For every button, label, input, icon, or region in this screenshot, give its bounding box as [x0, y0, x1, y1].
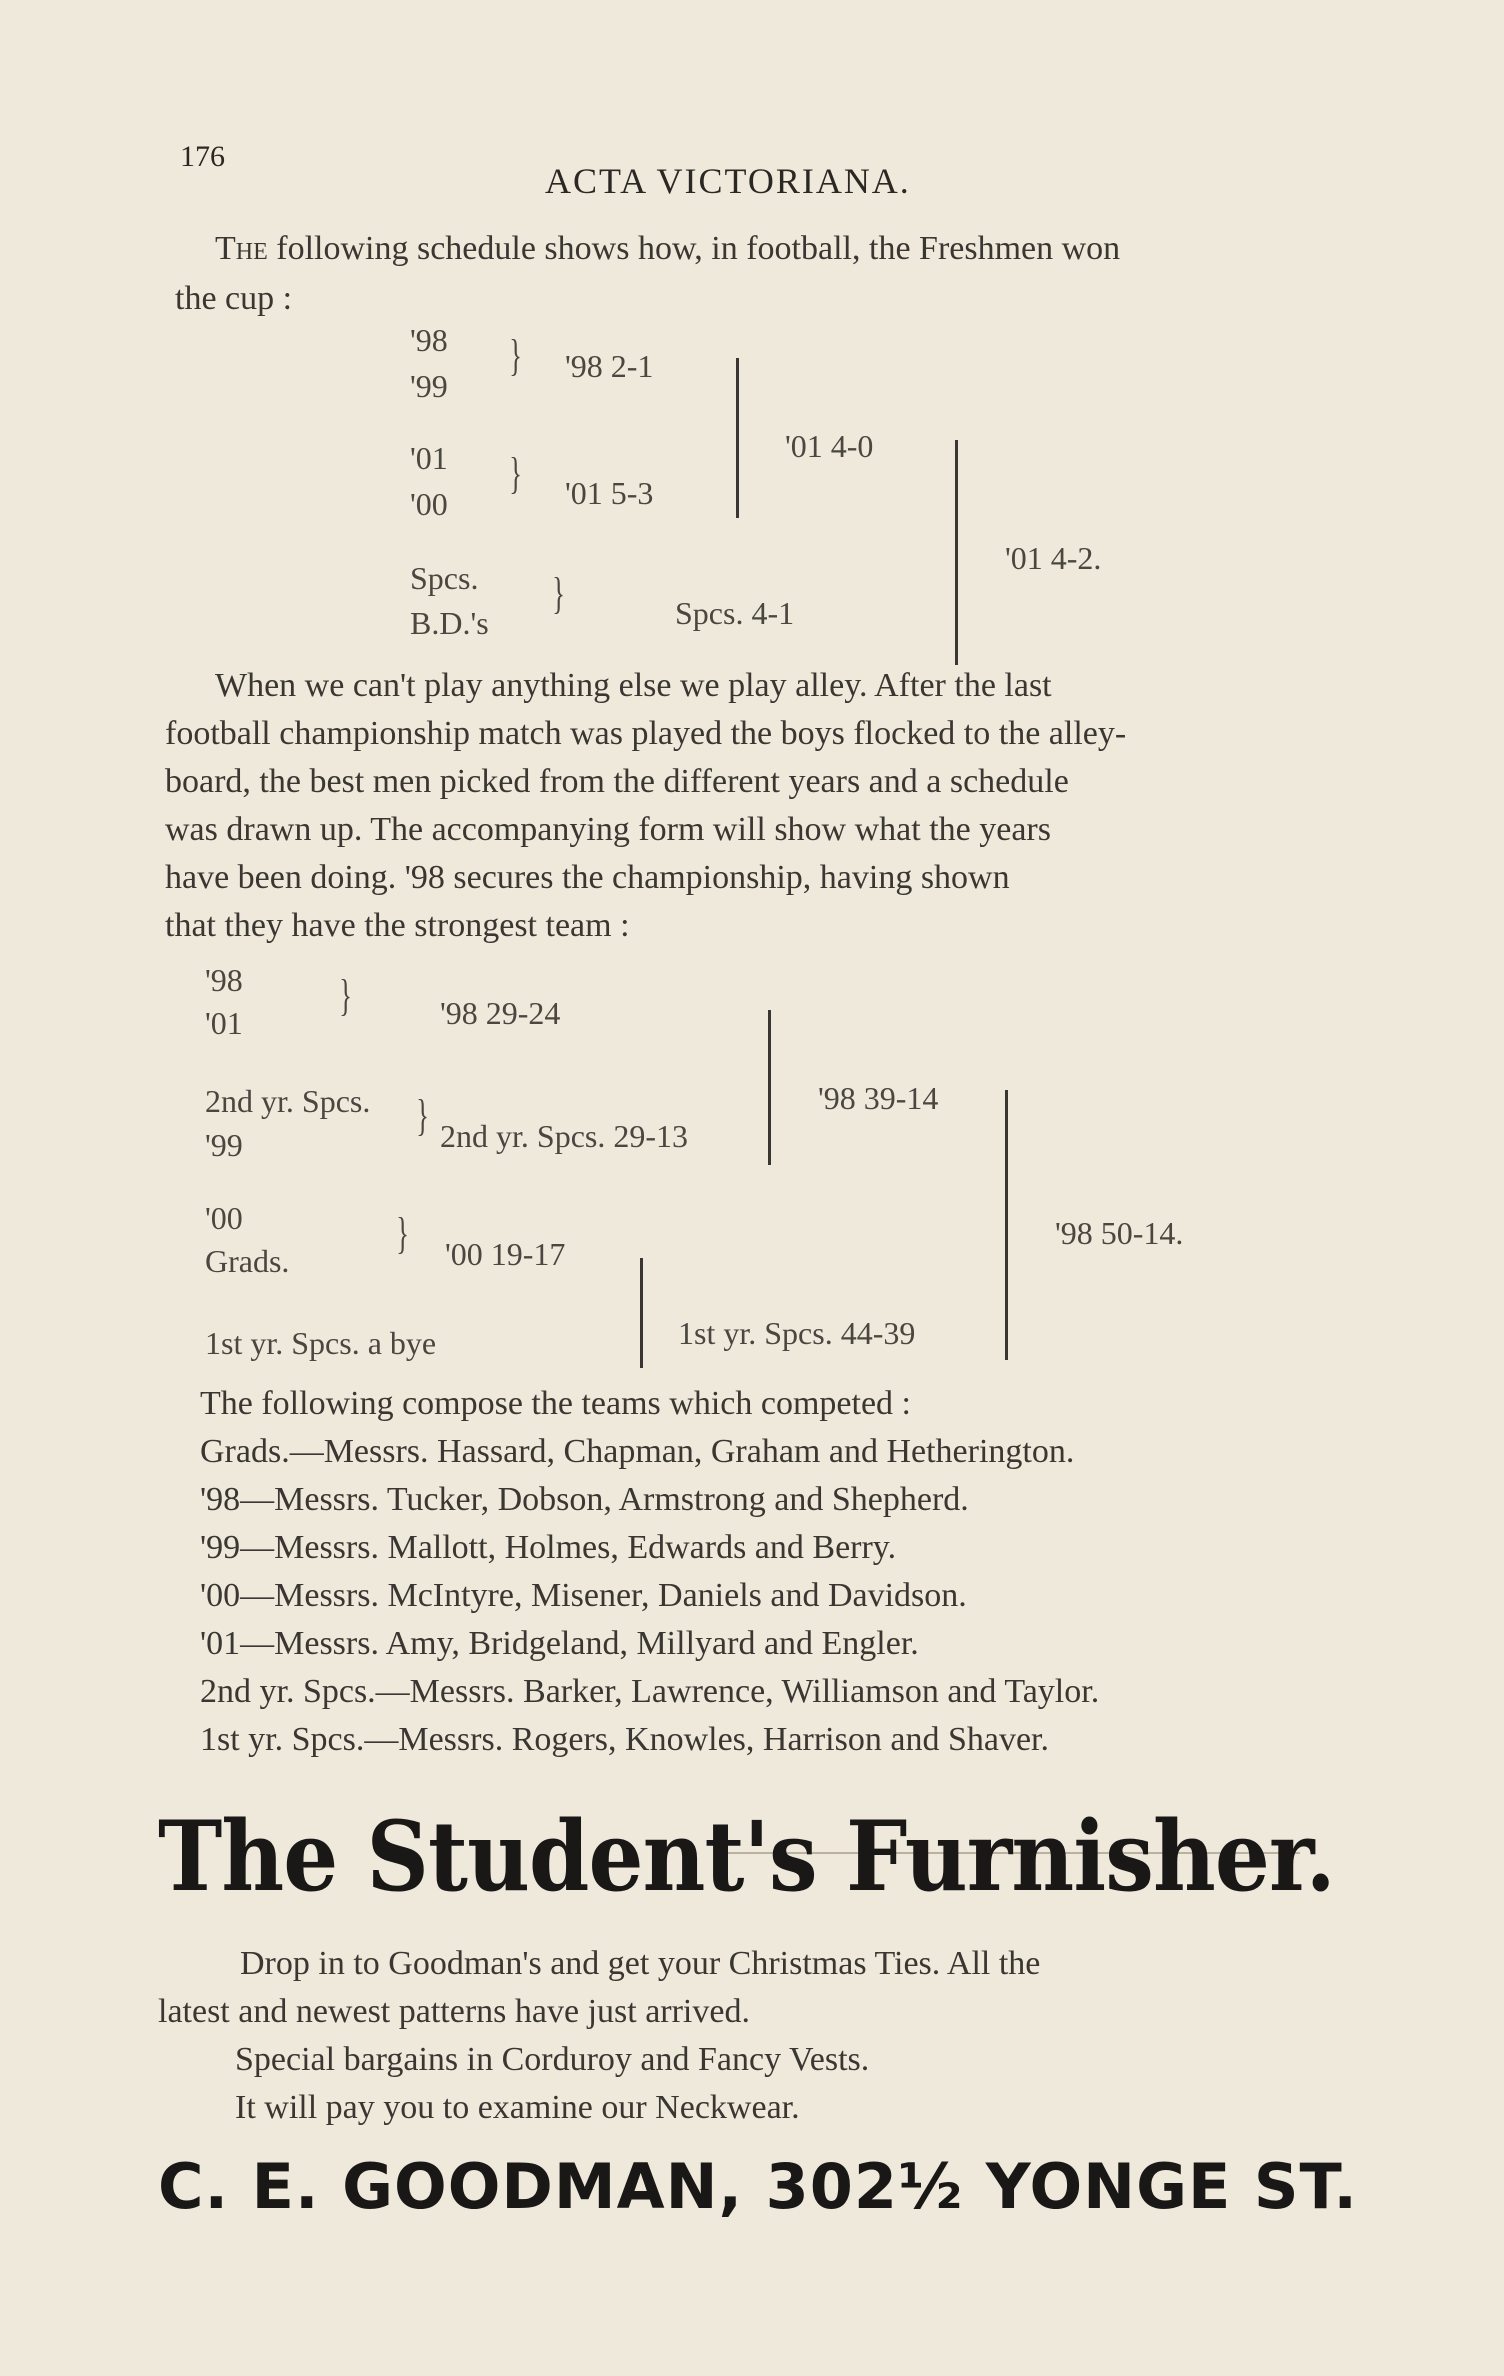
team: '01	[410, 440, 448, 476]
match-result: '98 29-24	[440, 995, 561, 1031]
team-line: 1st yr. Spcs.—Messrs. Rogers, Knowles, Harrison and Shaver.	[200, 1721, 1049, 1758]
ad-title: The Student's Furnisher.	[158, 1800, 1335, 1913]
running-title: ACTA VICTORIANA.	[545, 161, 911, 201]
team: '99	[205, 1127, 243, 1163]
brace-icon: }	[509, 449, 522, 498]
paragraph-line: When we can't play anything else we play alley. After the last	[215, 667, 1052, 704]
ad-line: Drop in to Goodman's and get your Christmas Ties. All the	[240, 1945, 1041, 1982]
bracket-line	[640, 1258, 643, 1368]
team: '00	[205, 1200, 243, 1236]
brace-icon: }	[509, 331, 522, 380]
brace-icon: }	[416, 1091, 429, 1140]
match-result: '98 39-14	[818, 1080, 939, 1116]
ad-line: latest and newest patterns have just arrived.	[158, 1993, 750, 2030]
bracket-line	[1005, 1090, 1008, 1360]
match-result: '01 4-0	[785, 428, 874, 464]
intro-text: following schedule shows how, in football, the Freshmen won	[276, 230, 1121, 267]
ad-footer: C. E. GOODMAN, 302½ YONGE ST.	[158, 2150, 1358, 2223]
brace-icon: }	[396, 1209, 409, 1258]
teams-intro: The following compose the teams which competed :	[200, 1385, 911, 1422]
team-line: '99—Messrs. Mallott, Holmes, Edwards and Berry.	[200, 1529, 897, 1566]
intro-first-word: The	[215, 230, 268, 267]
ad-line: Special bargains in Corduroy and Fancy Vests.	[235, 2041, 870, 2078]
brace-icon: }	[339, 971, 352, 1020]
team: Spcs.	[410, 560, 479, 596]
team: 1st yr. Spcs. a bye	[205, 1325, 437, 1361]
team-line: Grads.—Messrs. Hassard, Chapman, Graham and Hetherington.	[200, 1433, 1075, 1470]
paragraph-line: board, the best men picked from the different years and a schedule	[165, 763, 1069, 800]
final-result: '01 4-2.	[1005, 540, 1102, 576]
match-result: '98 2-1	[565, 348, 654, 384]
match-result: 1st yr. Spcs. 44-39	[678, 1315, 916, 1351]
bracket-line	[955, 440, 958, 665]
teams-section	[200, 1380, 1350, 1764]
football-intro-line2: the cup :	[175, 280, 293, 317]
team: '98	[205, 962, 243, 998]
team-line: '01—Messrs. Amy, Bridgeland, Millyard and Engler.	[200, 1625, 919, 1662]
paragraph-line: have been doing. '98 secures the championship, having shown	[165, 859, 1010, 896]
team-line: '00—Messrs. McIntyre, Misener, Daniels and Davidson.	[200, 1577, 967, 1614]
team: B.D.'s	[410, 605, 489, 641]
team-line: '98—Messrs. Tucker, Dobson, Armstrong and Shepherd.	[200, 1481, 969, 1518]
final-result: '98 50-14.	[1055, 1215, 1184, 1251]
ad-line: It will pay you to examine our Neckwear.	[235, 2089, 800, 2126]
football-intro	[215, 225, 1120, 273]
match-result: Spcs. 4-1	[675, 595, 795, 631]
paragraph-line: was drawn up. The accompanying form will show what the years	[165, 811, 1051, 848]
page-number: 176	[180, 140, 225, 173]
bracket-line	[768, 1010, 771, 1165]
match-result: '01 5-3	[565, 475, 654, 511]
brace-icon: }	[552, 569, 565, 618]
paragraph-line: that they have the strongest team :	[165, 907, 630, 944]
team: '99	[410, 368, 448, 404]
team: '01	[205, 1005, 243, 1041]
team: '00	[410, 486, 448, 522]
paragraph-line: football championship match was played the boys flocked to the alley-	[165, 715, 1127, 752]
match-result: '00 19-17	[445, 1236, 566, 1272]
bracket-line	[736, 358, 739, 518]
team-line: 2nd yr. Spcs.—Messrs. Barker, Lawrence, Williamson and Taylor.	[200, 1673, 1100, 1710]
match-result: 2nd yr. Spcs. 29-13	[440, 1118, 688, 1154]
team: '98	[410, 322, 448, 358]
team: 2nd yr. Spcs.	[205, 1083, 371, 1119]
alley-paragraph	[165, 662, 1335, 950]
team: Grads.	[205, 1243, 290, 1279]
